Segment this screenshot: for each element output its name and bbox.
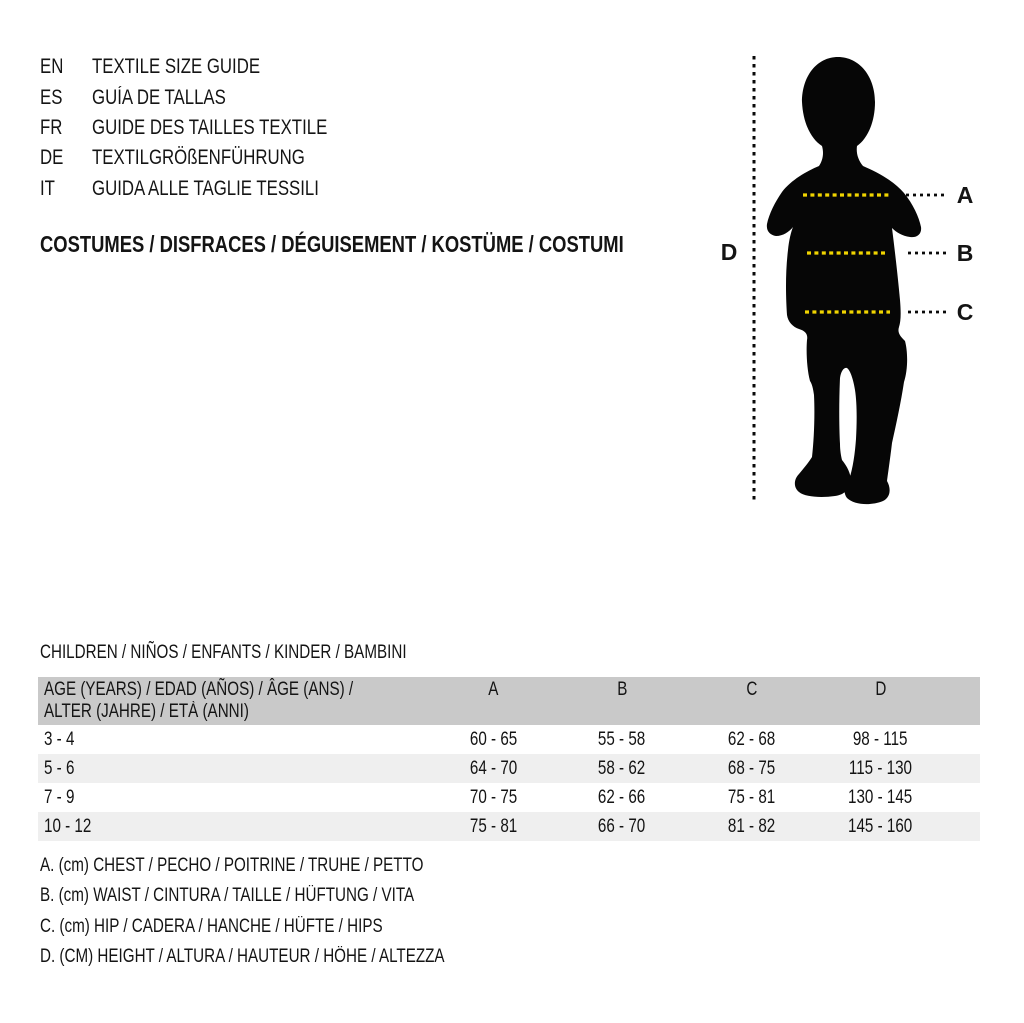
language-code: ES	[40, 85, 63, 109]
language-code: DE	[40, 146, 64, 170]
hip-cell: 62 - 68	[727, 729, 776, 750]
size-table-header-row	[38, 677, 980, 725]
figure-label-a: A	[956, 182, 974, 208]
language-row	[40, 52, 386, 82]
language-code: IT	[40, 176, 55, 200]
waist-cell: 58 - 62	[598, 758, 646, 779]
child-silhouette-icon	[767, 57, 921, 504]
legend-line-hip: C. (cm) HIP / CADERA / HANCHE / HÜFTE / HIPS	[40, 915, 383, 937]
column-header-b: B	[616, 679, 628, 700]
size-table	[38, 677, 980, 841]
hip-cell: 75 - 81	[727, 787, 776, 808]
language-row	[40, 82, 386, 112]
size-table-row	[38, 783, 980, 812]
legend-line-waist: B. (cm) WAIST / CINTURA / TAILLE / HÜFTUNG / VITA	[40, 885, 415, 907]
language-code: FR	[40, 115, 63, 139]
waist-cell: 55 - 58	[598, 729, 646, 750]
chest-cell: 70 - 75	[469, 787, 518, 808]
row-filler	[945, 754, 980, 783]
size-table-row	[38, 812, 980, 841]
waist-cell: 66 - 70	[598, 816, 646, 837]
table-section-title: CHILDREN / NIÑOS / ENFANTS / KINDER / BAMBINI	[40, 642, 407, 663]
legend-line-chest: A. (cm) CHEST / PECHO / POITRINE / TRUHE / PETTO	[40, 855, 424, 876]
category-heading: COSTUMES / DISFRACES / DÉGUISEMENT / KOSTÜME / COSTUMI	[40, 231, 624, 257]
size-table-row	[38, 725, 980, 754]
age-cell: 3 - 4	[44, 729, 75, 750]
figure-label-c: C	[956, 299, 974, 325]
age-column-header: AGE (YEARS) / EDAD (AÑOS) / ÂGE (ANS) / ALTER (JAHRE) / ETÀ (ANNI)	[44, 679, 354, 722]
row-filler	[945, 812, 980, 841]
row-filler	[945, 725, 980, 754]
size-table-row	[38, 754, 980, 783]
hip-cell: 81 - 82	[727, 816, 776, 837]
age-cell: 10 - 12	[44, 816, 92, 837]
figure-label-d: D	[720, 239, 738, 265]
measurement-legend	[40, 851, 546, 973]
age-cell: 7 - 9	[44, 787, 75, 808]
language-title: TEXTILGRÖßENFÜHRUNG	[92, 146, 305, 170]
column-header-d: D	[874, 679, 886, 700]
height-cell: 115 - 130	[848, 758, 913, 779]
language-row	[40, 174, 386, 204]
column-header-a: A	[488, 679, 499, 700]
language-title-list	[40, 52, 386, 204]
language-title: TEXTILE SIZE GUIDE	[92, 55, 261, 79]
language-row	[40, 143, 386, 173]
header-filler	[945, 677, 980, 725]
height-cell: 130 - 145	[848, 787, 913, 808]
language-title: GUIDE DES TAILLES TEXTILE	[92, 115, 328, 139]
age-cell: 5 - 6	[44, 758, 75, 779]
legend-line-height: D. (CM) HEIGHT / ALTURA / HAUTEUR / HÖHE / ALTEZZA	[40, 946, 445, 968]
chest-cell: 60 - 65	[469, 729, 518, 750]
language-row	[40, 113, 386, 143]
hip-cell: 68 - 75	[727, 758, 776, 779]
height-cell: 98 - 115	[853, 729, 908, 750]
column-header-c: C	[745, 679, 757, 700]
chest-cell: 75 - 81	[469, 816, 518, 837]
chest-cell: 64 - 70	[469, 758, 518, 779]
language-title: GUÍA DE TALLAS	[92, 85, 226, 109]
language-title: GUIDA ALLE TAGLIE TESSILI	[92, 176, 319, 200]
figure-label-b: B	[956, 240, 974, 266]
height-cell: 145 - 160	[848, 816, 913, 837]
waist-cell: 62 - 66	[598, 787, 646, 808]
measurement-figure	[700, 40, 1010, 540]
language-code: EN	[40, 55, 64, 79]
row-filler	[945, 783, 980, 812]
